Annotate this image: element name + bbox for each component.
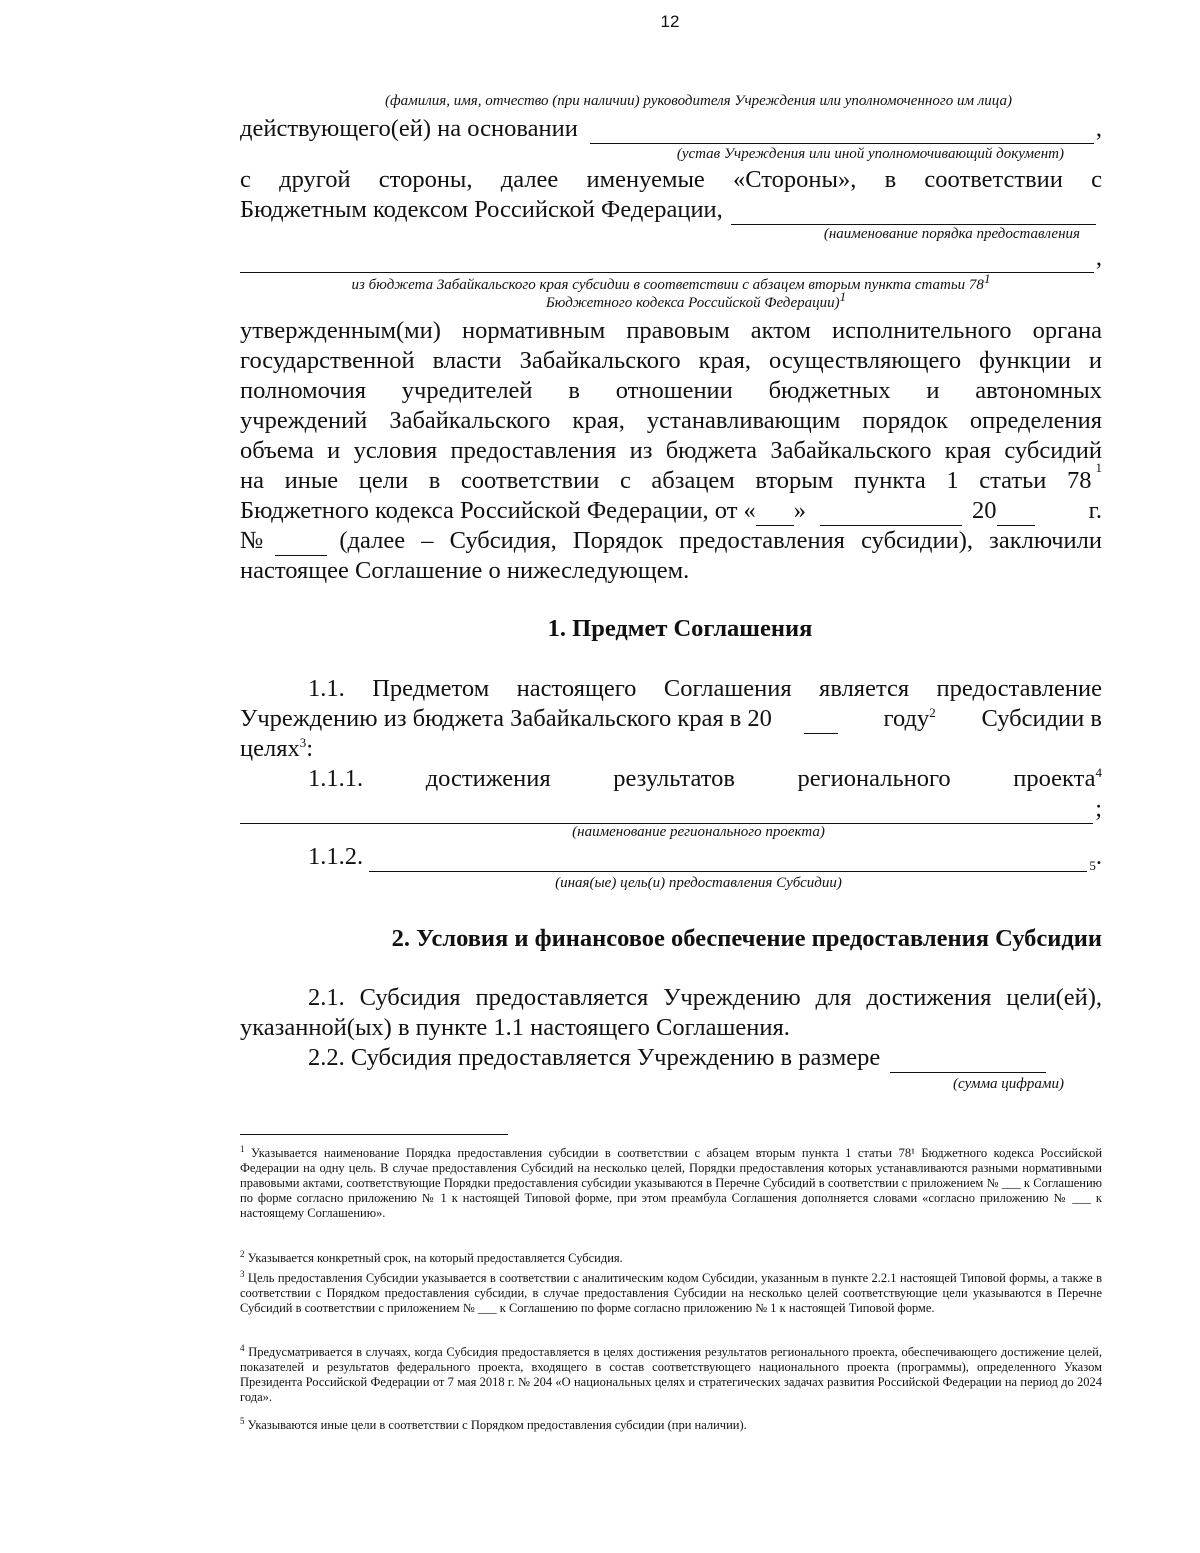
approved-line-9: настоящее Соглашение о нижеследующем.	[240, 557, 690, 584]
p112-num: 1.1.2.	[308, 843, 364, 870]
p11-3-colon: :	[306, 735, 314, 762]
basis-blank	[590, 119, 1094, 144]
footnote-4-num: 4	[240, 1342, 245, 1353]
footnote-4	[240, 1342, 1102, 1405]
comma: ,	[1095, 115, 1102, 142]
footnote-1-num: 1	[240, 1143, 245, 1154]
approved-7c: 20	[972, 497, 997, 524]
approved-7b: »	[793, 497, 807, 524]
approved-line-8	[240, 526, 1102, 556]
section-2-heading: 2. Условия и финансовое обеспечение предоставления Субсидии	[391, 925, 1102, 952]
p111-sup: 4	[1095, 764, 1102, 780]
order-blank	[731, 200, 1096, 225]
p22-line	[240, 1043, 1102, 1073]
footnote-3	[240, 1268, 1102, 1316]
month-blank	[820, 503, 962, 526]
order-line-blank	[240, 243, 1102, 273]
regional-project-blank-line	[240, 794, 1102, 824]
approved-line-4: учреждений Забайкальского края, устанавливающим порядок определения	[240, 407, 1102, 434]
approved-7d: г.	[1088, 497, 1102, 524]
caption-order-3-text: Бюджетного кодекса Российской Федерации)	[545, 295, 840, 311]
caption-order-1: (наименование порядка предоставления	[823, 226, 1080, 242]
caption-order-2	[240, 271, 1102, 294]
sum-blank	[890, 1050, 1046, 1073]
footnote-2-num: 2	[240, 1248, 245, 1259]
approved-line-7	[240, 496, 1102, 526]
p11-line-3	[240, 734, 1102, 764]
footnote-5-text: Указываются иные цели в соответствии с Порядком предоставления субсидии (при наличии).	[247, 1418, 747, 1432]
caption-regional: (наименование регионального проекта)	[572, 824, 825, 840]
approved-8b: (далее – Субсидия, Порядок предоставления субсидии), заключили	[339, 527, 1102, 554]
p11-line-1: 1.1. Предметом настоящего Соглашения является предоставление	[308, 675, 1102, 702]
p111-w1: достижения	[425, 765, 551, 792]
footnote-3-num: 3	[240, 1268, 245, 1279]
year-blank	[997, 503, 1035, 526]
footnote-separator	[240, 1134, 508, 1135]
caption-order-3	[240, 289, 1102, 312]
p11-2b: году	[883, 705, 930, 732]
section-1-heading: 1. Предмет Соглашения	[547, 615, 813, 642]
day-blank	[756, 503, 794, 526]
approved-line-6	[240, 460, 1102, 496]
caption-head-name: (фамилия, имя, отчество (при наличии) руководителя Учреждения или уполномоченного им лица)	[385, 93, 1012, 109]
parties-line-1: с другой стороны, далее именуемые «Стороны», в соответствии с	[240, 166, 1102, 193]
footnote-5-num: 5	[240, 1415, 245, 1426]
other-goal-blank	[369, 847, 1087, 872]
p111-w4: проекта	[1013, 765, 1096, 792]
footnote-2-text: Указывается конкретный срок, на который предоставляется Субсидия.	[247, 1251, 623, 1265]
approved-line-1: утвержденным(ми) нормативным правовым актом исполнительного органа	[240, 317, 1102, 344]
footnote-5	[240, 1415, 1102, 1433]
semicolon: ;	[1095, 795, 1102, 822]
approved-line-6-text: на иные цели в соответствии с абзацем вторым пункта 1 статьи 78	[240, 467, 1092, 494]
approved-line-6-sup: 1	[1095, 460, 1102, 475]
approved-8a: №	[240, 527, 264, 554]
approved-line-5: объема и условия предоставления из бюджета Забайкальского края субсидий	[240, 437, 1102, 464]
caption-order-2-text: из бюджета Забайкальского края субсидии в соответствии с абзацем вторым пункта статьи 78	[351, 277, 984, 293]
p111-w2: результатов	[613, 765, 735, 792]
approved-7a: Бюджетного кодекса Российской Федерации, от «	[240, 497, 756, 524]
p22-text: 2.2. Субсидия предоставляется Учреждению в размере	[308, 1044, 881, 1071]
p11-line-2	[240, 704, 1102, 734]
p21-line-2: указанной(ых) в пункте 1.1 настоящего Соглашения.	[240, 1014, 790, 1041]
caption-other-goal: (иная(ые) цель(и) предоставления Субсидии)	[555, 875, 842, 891]
footnote-1	[240, 1143, 1103, 1221]
caption-basis-doc: (устав Учреждения или иной уполномочивающий документ)	[676, 146, 1064, 162]
parties-text: Бюджетным кодексом Российской Федерации,	[240, 196, 723, 223]
p11-2-sup: 2	[929, 704, 936, 720]
p11-2a: Учреждению из бюджета Забайкальского края в 20	[240, 705, 772, 732]
acting-basis-line	[240, 114, 1102, 144]
regional-project-blank	[240, 799, 1093, 824]
number-blank	[275, 533, 327, 556]
footnote-3-text: Цель предоставления Субсидии указывается в соответствии с аналитическим кодом Субсидии, указанным в пункте 2.2.1 настоящей Типовой формы, а также в соответствии с Порядком предоставления субсидии, в случае предоставления Субсидии на несколько целей соответствующие цели указываются в Перечне Субсидий в соответствии с приложением № ___ к Соглашению по форме согласно приложению № 1 к настоящей Типовой форме.	[240, 1271, 1102, 1315]
p112-line: 1.1.2. $^5$ .	[308, 843, 1102, 873]
footnote-2	[240, 1248, 1102, 1266]
p11-3-sup: 3	[299, 734, 307, 750]
p112-period: .	[1095, 843, 1102, 870]
p21-line-1: 2.1. Субсидия предоставляется Учреждению для достижения цели(ей),	[308, 984, 1102, 1011]
order-blank-full	[240, 248, 1094, 273]
comma-2: ,	[1095, 244, 1102, 271]
caption-sum: (сумма цифрами)	[953, 1076, 1064, 1092]
p11-2c: Субсидии в	[981, 705, 1102, 732]
p111-w3: регионального	[797, 765, 951, 792]
approved-line-2: государственной власти Забайкальского края, осуществляющего функции и	[240, 347, 1102, 374]
caption-order-2-sup: 1	[983, 271, 991, 286]
footnote-1-text: Указывается наименование Порядка предоставления субсидии в соответствии с абзацем вторым пункта 1 статьи 78¹ Бюджетного кодекса Российской Федерации на одну цель. В случае предоставления Субсидий на несколько целей, Порядки предоставления которых устанавливаются разными нормативными правовыми актами, соответствующие Порядки предоставления субсидии указываются в Перечне Субсидий в соответствии с приложением № ___ к Соглашению по форме согласно приложению № 1 к настоящей Типовой форме, при этом преамбула Соглашения дополняется словами «согласно приложению № ___ к настоящему Соглашению».	[240, 1146, 1103, 1220]
acting-basis-text: действующего(ей) на основании	[240, 115, 578, 142]
page-number: 12	[660, 12, 680, 31]
caption-order-3-sup: 1	[839, 289, 847, 304]
parties-line-2	[240, 195, 1102, 225]
p111-line	[240, 764, 1102, 794]
footnote-4-text: Предусматривается в случаях, когда Субсидия предоставляется в целях достижения результатов регионального проекта, обеспечивающего достижение целей, показателей и результатов федерального проекта, входящего в состав соответствующего национального проекта (программы), определенного Указом Президента Российской Федерации от 7 мая 2018 г. № 204 «О национальных целях и стратегических задачах развития Российской Федерации на период до 2024 года».	[240, 1345, 1102, 1404]
p11-3-text: целях	[240, 735, 300, 762]
p111-num: 1.1.1.	[308, 765, 364, 792]
approved-line-3: полномочия учредителей в отношении бюджетных и автономных	[240, 377, 1102, 404]
year-blank-2	[804, 711, 838, 734]
